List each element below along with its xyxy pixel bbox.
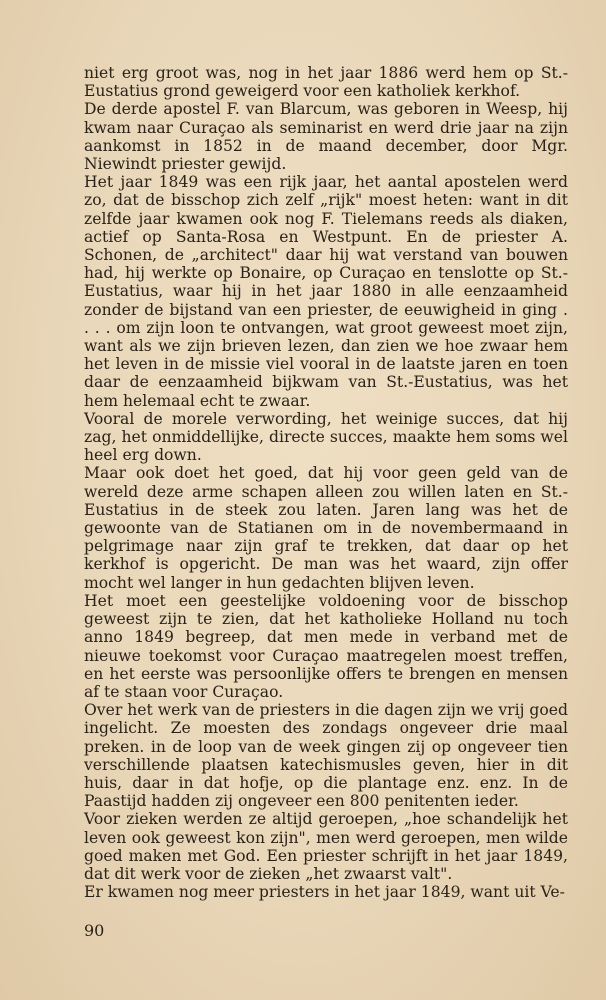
- paragraph: Voor zieken werden ze altijd geroepen, „hoe schandelijk het leven ook geweest kon zijn", men werd geroepen, men wilde goed maken met God. Een priester schrijft in het jaar 1849, dat dit werk voor de zieken „het zwaarst valt".: [84, 810, 568, 883]
- paragraph: Het jaar 1849 was een rijk jaar, het aantal apostelen werd zo, dat de bisschop zich zelf „rijk" moest heten: want in dit zelfde jaar kwamen ook nog F. Tielemans reeds als diaken, actief op Santa-Rosa en Westpunt. En de priester A. Schonen, de „architect" daar hij wat verstand van bouwen had, hij werkte op Bonaire, op Curaçao en tenslotte op St.-Eustatius, waar hij in het jaar 1880 in alle eenzaamheid zonder de bijstand van een priester, de eeuwigheid in ging . . . . om zijn loon te ontvangen, wat groot geweest moet zijn, want als we zijn brieven lezen, dan zien we hoe zwaar hem het leven in de missie viel vooral in de laatste jaren en toen daar de eenzaamheid bijkwam van St.-Eustatius, was het hem helemaal echt te zwaar.: [84, 173, 568, 410]
- paragraph: Maar ook doet het goed, dat hij voor geen geld van de wereld deze arme schapen alleen zou willen laten en St.-Eustatius in de steek zou laten. Jaren lang was het de gewoonte van de Statianen om in de novembermaand in pelgrimage naar zijn graf te trekken, dat daar op het kerkhof is opgericht. De man was het waard, zijn offer mocht wel langer in hun gedachten blijven leven.: [84, 464, 568, 592]
- paragraph: Vooral de morele verwording, het weinige succes, dat hij zag, het onmiddellijke, directe succes, maakte hem soms wel heel erg down.: [84, 409, 568, 465]
- paragraph: niet erg groot was, nog in het jaar 1886 werd hem op St.-Eustatius grond geweigerd voor een katholiek kerkhof.: [84, 64, 568, 101]
- paragraph: De derde apostel F. van Blarcum, was geboren in Weesp, hij kwam naar Curaçao als seminarist en werd drie jaar na zijn aankomst in 1852 in de maand december, door Mgr. Niewindt priester gewijd.: [84, 100, 568, 174]
- paragraph: Over het werk van de priesters in die dagen zijn we vrij goed ingelicht. Ze moesten des zondags ongeveer drie maal preken. in de loop van de week gingen zij op ongeveer tien verschillende plaatsen katechismusles geven, hier in dit huis, daar in dat hofje, op die plantage enz. enz. In de Paastijd hadden zij ongeveer een 800 penitenten ieder.: [84, 701, 568, 811]
- paragraph: Het moet een geestelijke voldoening voor de bisschop geweest zijn te zien, dat het katholieke Holland nu toch anno 1849 begreep, dat men mede in verband met de nieuwe toekomst voor Curaçao maatregelen moest treffen, en het eerste was persoonlijke offers te brengen en mensen af te staan voor Curaçao.: [84, 591, 568, 701]
- body-text: [84, 64, 568, 901]
- paragraph: Er kwamen nog meer priesters in het jaar 1849, want uit Ve-: [84, 883, 565, 902]
- page-number: 90: [84, 921, 105, 940]
